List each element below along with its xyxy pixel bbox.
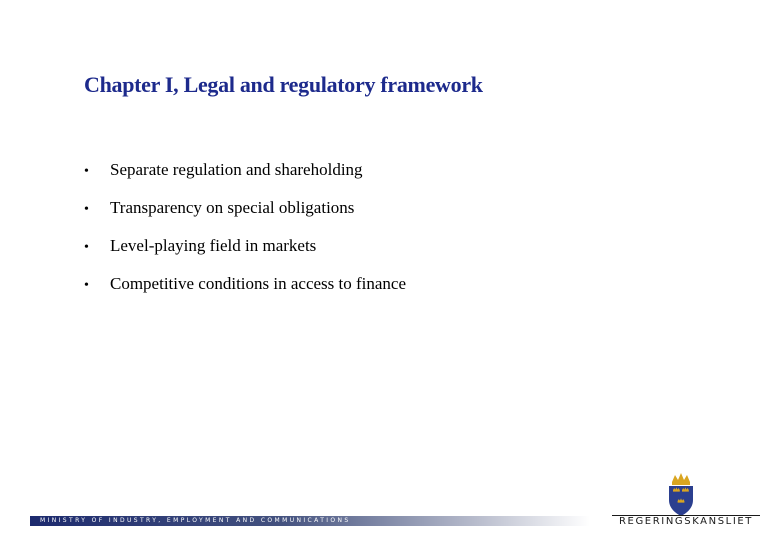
bullet-item <box>84 198 406 236</box>
bullet-list <box>84 160 406 312</box>
bullet-symbol: • <box>84 164 89 179</box>
government-offices-name: REGERINGSKANSLIET <box>618 516 753 527</box>
ministry-name: MINISTRY OF INDUSTRY, EMPLOYMENT AND COMMUNICATIONS <box>40 517 351 524</box>
bullet-text: Competitive conditions in access to finance <box>110 274 407 293</box>
bullet-symbol: • <box>84 278 89 293</box>
bullet-text: Transparency on special obligations <box>110 198 355 217</box>
bullet-text: Level-playing field in markets <box>110 236 317 255</box>
bullet-symbol: • <box>84 202 89 217</box>
slide-title: Chapter I, Legal and regulatory framework <box>84 72 483 97</box>
bullet-text: Separate regulation and shareholding <box>110 160 363 179</box>
bullet-item <box>84 236 406 274</box>
bullet-item <box>84 160 406 198</box>
bullet-symbol: • <box>84 240 89 255</box>
bullet-item <box>84 274 406 312</box>
swedish-coat-of-arms-icon <box>657 470 705 518</box>
